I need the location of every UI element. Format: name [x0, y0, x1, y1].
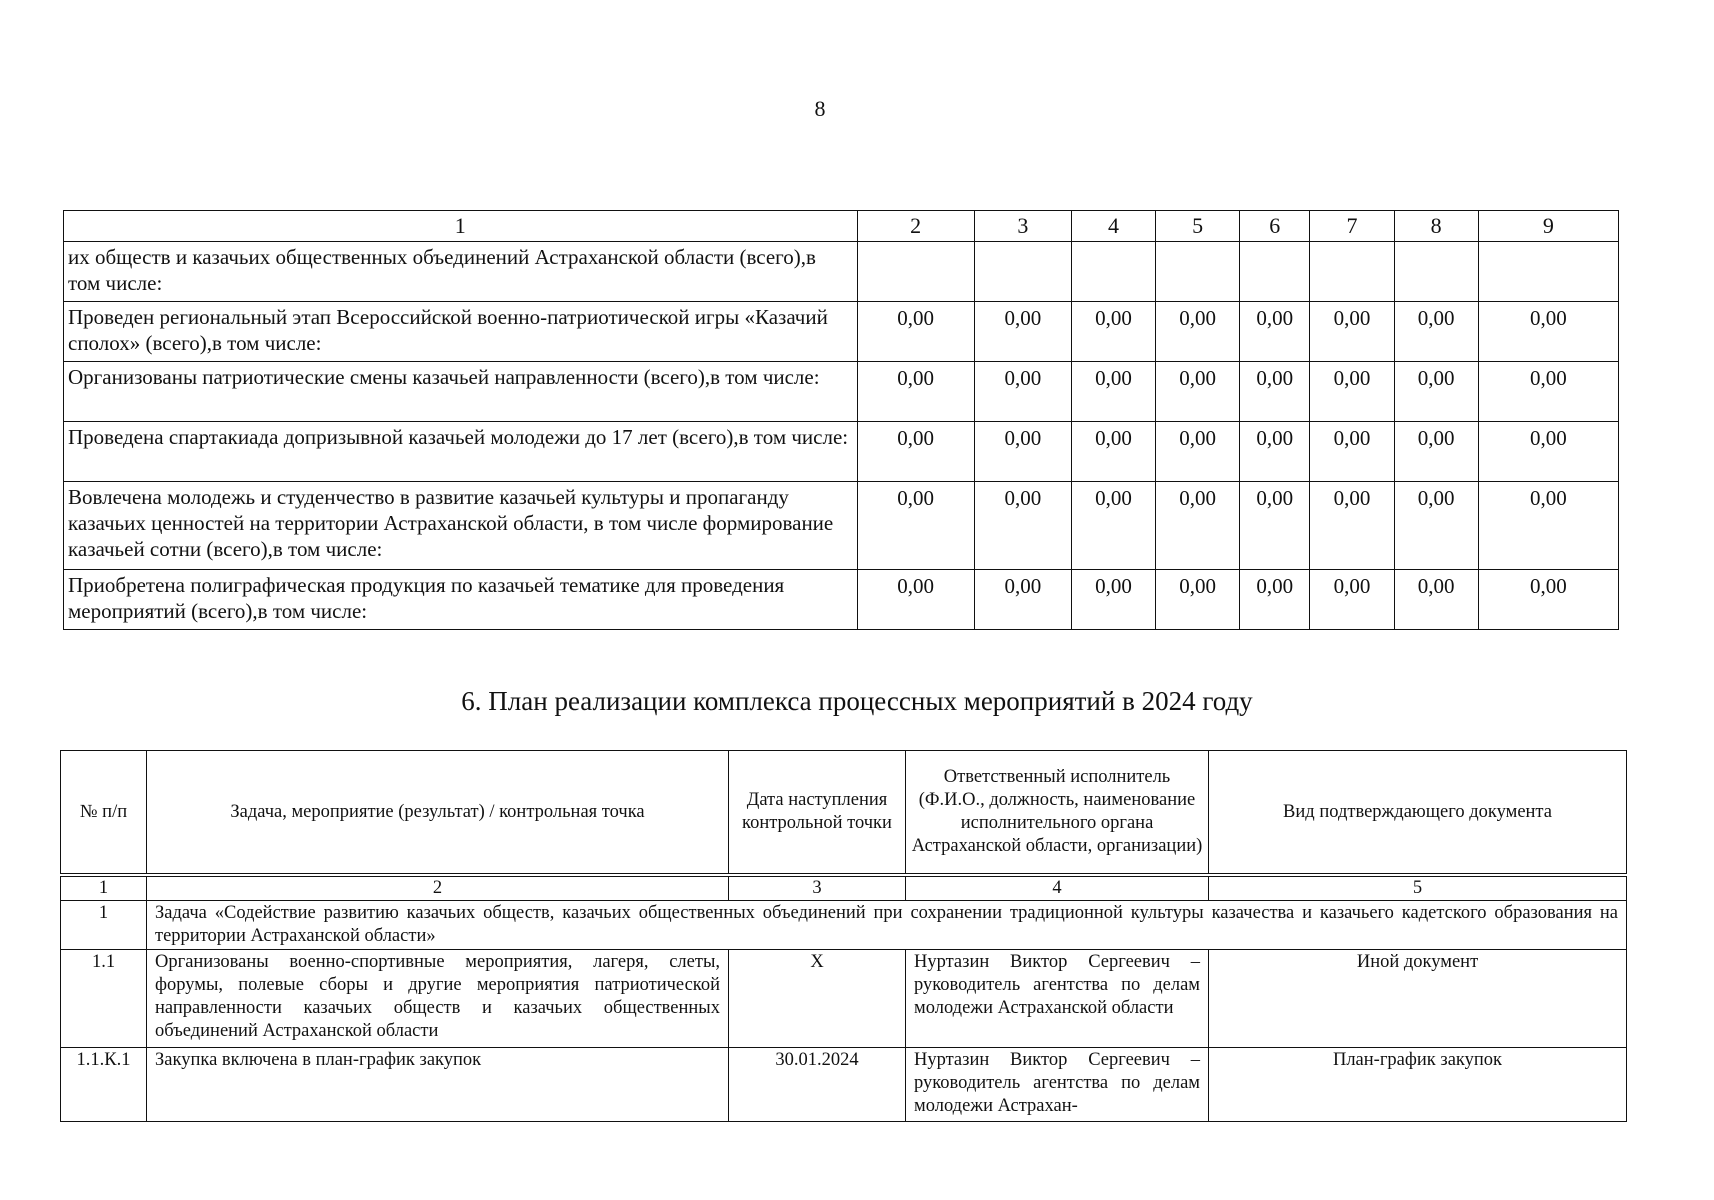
row-value: 0,00	[1310, 422, 1394, 482]
row-value: 0,00	[1240, 302, 1310, 362]
row-value	[1240, 242, 1310, 302]
row-text: Организованы военно-спортивные мероприятия, лагеря, слеты, форумы, полевые сборы и другие мероприятия патриотической направленности казачьих обществ и казачьих общественных объединений Астраханской области	[147, 950, 729, 1048]
column-number: 6	[1240, 211, 1310, 242]
column-number: 3	[729, 875, 906, 901]
row-value	[974, 242, 1071, 302]
row-value	[857, 242, 974, 302]
row-label: их обществ и казачьих общественных объединений Астраханской области (всего),в том числе:	[64, 242, 858, 302]
row-value: 0,00	[1394, 482, 1478, 570]
row-responsible: Нуртазин Виктор Сергеевич – руководитель агентства по делам молодежи Астраханской области	[906, 950, 1209, 1048]
row-date: 30.01.2024	[729, 1048, 906, 1122]
task-text: Задача «Содействие развитию казачьих обществ, казачьих общественных объединений при сохранении традиционной культуры казачества и казачьего кадетского образования на территории Астраханской области»	[147, 901, 1627, 950]
row-value: 0,00	[974, 302, 1071, 362]
indicators-table	[63, 210, 1619, 630]
column-number: 4	[1071, 211, 1155, 242]
row-value: 0,00	[1310, 570, 1394, 630]
row-value: 0,00	[974, 482, 1071, 570]
row-value: 0,00	[974, 570, 1071, 630]
header-responsible: Ответственный исполнитель (Ф.И.О., должность, наименование исполнительного органа Астраханской области, организации)	[906, 751, 1209, 876]
row-value: 0,00	[1478, 302, 1618, 362]
row-value: 0,00	[1071, 570, 1155, 630]
row-value: 0,00	[857, 570, 974, 630]
header-date: Дата наступления контрольной точки	[729, 751, 906, 876]
column-number: 2	[857, 211, 974, 242]
row-label: Проведен региональный этап Всероссийской военно-патриотической игры «Казачий сполох» (всего),в том числе:	[64, 302, 858, 362]
table-row	[64, 482, 1619, 570]
row-value: 0,00	[974, 362, 1071, 422]
row-value	[1478, 242, 1618, 302]
row-value: 0,00	[857, 422, 974, 482]
plan-table	[60, 750, 1627, 1122]
page-number: 8	[814, 96, 826, 121]
column-number: 1	[64, 211, 858, 242]
row-value: 0,00	[1478, 570, 1618, 630]
header-num: № п/п	[61, 751, 147, 876]
table-row	[64, 302, 1619, 362]
column-number: 7	[1310, 211, 1394, 242]
section-title: 6. План реализации комплекса процессных мероприятий в 2024 году	[461, 686, 1253, 716]
table-row	[61, 950, 1627, 1048]
header-row	[61, 751, 1627, 876]
column-number: 4	[906, 875, 1209, 901]
table-row	[61, 1048, 1627, 1122]
row-value: 0,00	[857, 362, 974, 422]
row-document: Иной документ	[1209, 950, 1627, 1048]
row-value: 0,00	[857, 302, 974, 362]
header-task: Задача, мероприятие (результат) / контрольная точка	[147, 751, 729, 876]
column-number: 2	[147, 875, 729, 901]
table-row	[64, 422, 1619, 482]
row-value: 0,00	[1394, 570, 1478, 630]
column-number: 8	[1394, 211, 1478, 242]
table-row	[64, 570, 1619, 630]
row-value: 0,00	[1156, 482, 1240, 570]
table-row	[64, 362, 1619, 422]
row-text: Закупка включена в план-график закупок	[147, 1048, 729, 1122]
row-value: 0,00	[1478, 482, 1618, 570]
column-number-row	[64, 211, 1619, 242]
row-value	[1310, 242, 1394, 302]
column-number: 9	[1478, 211, 1618, 242]
row-value: 0,00	[1156, 302, 1240, 362]
task-number: 1	[61, 901, 147, 950]
row-document: План-график закупок	[1209, 1048, 1627, 1122]
column-number: 1	[61, 875, 147, 901]
row-label: Вовлечена молодежь и студенчество в развитие казачьей культуры и пропаганду казачьих ценностей на территории Астраханской области, в том числе формирование казачьей сотни (всего),в том числе:	[64, 482, 858, 570]
row-label: Организованы патриотические смены казачьей направленности (всего),в том числе:	[64, 362, 858, 422]
column-number-row	[61, 875, 1627, 901]
row-value: 0,00	[1071, 482, 1155, 570]
row-value: 0,00	[1394, 362, 1478, 422]
column-number: 5	[1209, 875, 1627, 901]
row-value	[1394, 242, 1478, 302]
row-value: 0,00	[1156, 570, 1240, 630]
row-label: Приобретена полиграфическая продукция по казачьей тематике для проведения мероприятий (всего),в том числе:	[64, 570, 858, 630]
row-value: 0,00	[1478, 362, 1618, 422]
row-value: 0,00	[1156, 362, 1240, 422]
row-value	[1071, 242, 1155, 302]
row-label: Проведена спартакиада допризывной казачьей молодежи до 17 лет (всего),в том числе:	[64, 422, 858, 482]
row-value: 0,00	[1240, 362, 1310, 422]
row-value: 0,00	[1310, 362, 1394, 422]
column-number: 3	[974, 211, 1071, 242]
row-value: 0,00	[1071, 362, 1155, 422]
row-value: 0,00	[1478, 422, 1618, 482]
row-responsible: Нуртазин Виктор Сергеевич – руководитель агентства по делам молодежи Астрахан-	[906, 1048, 1209, 1122]
row-value: 0,00	[974, 422, 1071, 482]
row-number: 1.1	[61, 950, 147, 1048]
row-value: 0,00	[1394, 302, 1478, 362]
row-value: 0,00	[1240, 570, 1310, 630]
row-value: 0,00	[857, 482, 974, 570]
row-number: 1.1.К.1	[61, 1048, 147, 1122]
row-value: 0,00	[1394, 422, 1478, 482]
row-value: 0,00	[1156, 422, 1240, 482]
row-value: 0,00	[1240, 482, 1310, 570]
table-row	[64, 242, 1619, 302]
row-date: X	[729, 950, 906, 1048]
task-row	[61, 901, 1627, 950]
column-number: 5	[1156, 211, 1240, 242]
row-value: 0,00	[1240, 422, 1310, 482]
row-value: 0,00	[1071, 302, 1155, 362]
row-value: 0,00	[1310, 302, 1394, 362]
row-value: 0,00	[1071, 422, 1155, 482]
row-value: 0,00	[1310, 482, 1394, 570]
header-document: Вид подтверждающего документа	[1209, 751, 1627, 876]
row-value	[1156, 242, 1240, 302]
